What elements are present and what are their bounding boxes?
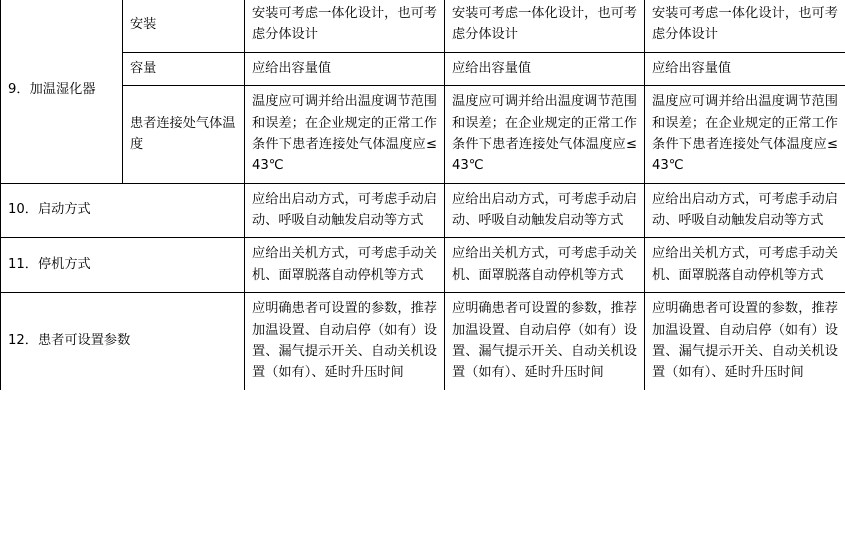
cell-installation-col5: 安装可考虑一体化设计，也可考虑分体设计 <box>645 0 845 52</box>
row-item-label-patient-settable-params: 12．患者可设置参数 <box>1 293 245 390</box>
cell-stop-mode-col3: 应给出关机方式，可考虑手动关机、面罩脱落自动停机等方式 <box>245 238 445 293</box>
cell-stop-mode-col5: 应给出关机方式，可考虑手动关机、面罩脱落自动停机等方式 <box>645 238 845 293</box>
cell-patient-params-col4: 应明确患者可设置的参数，推荐加温设置、自动启停（如有）设置、漏气提示开关、自动关机设置（如有）、延时升压时间 <box>445 293 645 390</box>
cell-installation-col4: 安装可考虑一体化设计，也可考虑分体设计 <box>445 0 645 52</box>
cell-capacity-col3: 应给出容量值 <box>245 52 445 85</box>
cell-installation-col3: 安装可考虑一体化设计，也可考虑分体设计 <box>245 0 445 52</box>
cell-capacity-col5: 应给出容量值 <box>645 52 845 85</box>
table-row <box>1 0 845 52</box>
row-item-label-humidifier: 9．加温湿化器 <box>1 0 123 183</box>
row-sub-label-gas-temperature: 患者连接处气体温度 <box>123 86 245 184</box>
table-row <box>1 86 845 184</box>
row-item-label-start-mode: 10．启动方式 <box>1 183 245 238</box>
cell-capacity-col4: 应给出容量值 <box>445 52 645 85</box>
cell-start-mode-col5: 应给出启动方式，可考虑手动启动、呼吸自动触发启动等方式 <box>645 183 845 238</box>
table-row <box>1 52 845 85</box>
cell-stop-mode-col4: 应给出关机方式，可考虑手动关机、面罩脱落自动停机等方式 <box>445 238 645 293</box>
cell-patient-params-col3: 应明确患者可设置的参数，推荐加温设置、自动启停（如有）设置、漏气提示开关、自动关机设置（如有）、延时升压时间 <box>245 293 445 390</box>
cell-start-mode-col4: 应给出启动方式，可考虑手动启动、呼吸自动触发启动等方式 <box>445 183 645 238</box>
cell-gas-temperature-col5: 温度应可调并给出温度调节范围和误差；在企业规定的正常工作条件下患者连接处气体温度应≤43℃ <box>645 86 845 184</box>
cell-start-mode-col3: 应给出启动方式，可考虑手动启动、呼吸自动触发启动等方式 <box>245 183 445 238</box>
cell-gas-temperature-col3: 温度应可调并给出温度调节范围和误差；在企业规定的正常工作条件下患者连接处气体温度应≤43℃ <box>245 86 445 184</box>
table-row <box>1 293 845 390</box>
table-row <box>1 238 845 293</box>
row-sub-label-installation: 安装 <box>123 0 245 52</box>
cell-patient-params-col5: 应明确患者可设置的参数，推荐加温设置、自动启停（如有）设置、漏气提示开关、自动关机设置（如有）、延时升压时间 <box>645 293 845 390</box>
cell-gas-temperature-col4: 温度应可调并给出温度调节范围和误差；在企业规定的正常工作条件下患者连接处气体温度应≤43℃ <box>445 86 645 184</box>
row-sub-label-capacity: 容量 <box>123 52 245 85</box>
table-row <box>1 183 845 238</box>
row-item-label-stop-mode: 11．停机方式 <box>1 238 245 293</box>
